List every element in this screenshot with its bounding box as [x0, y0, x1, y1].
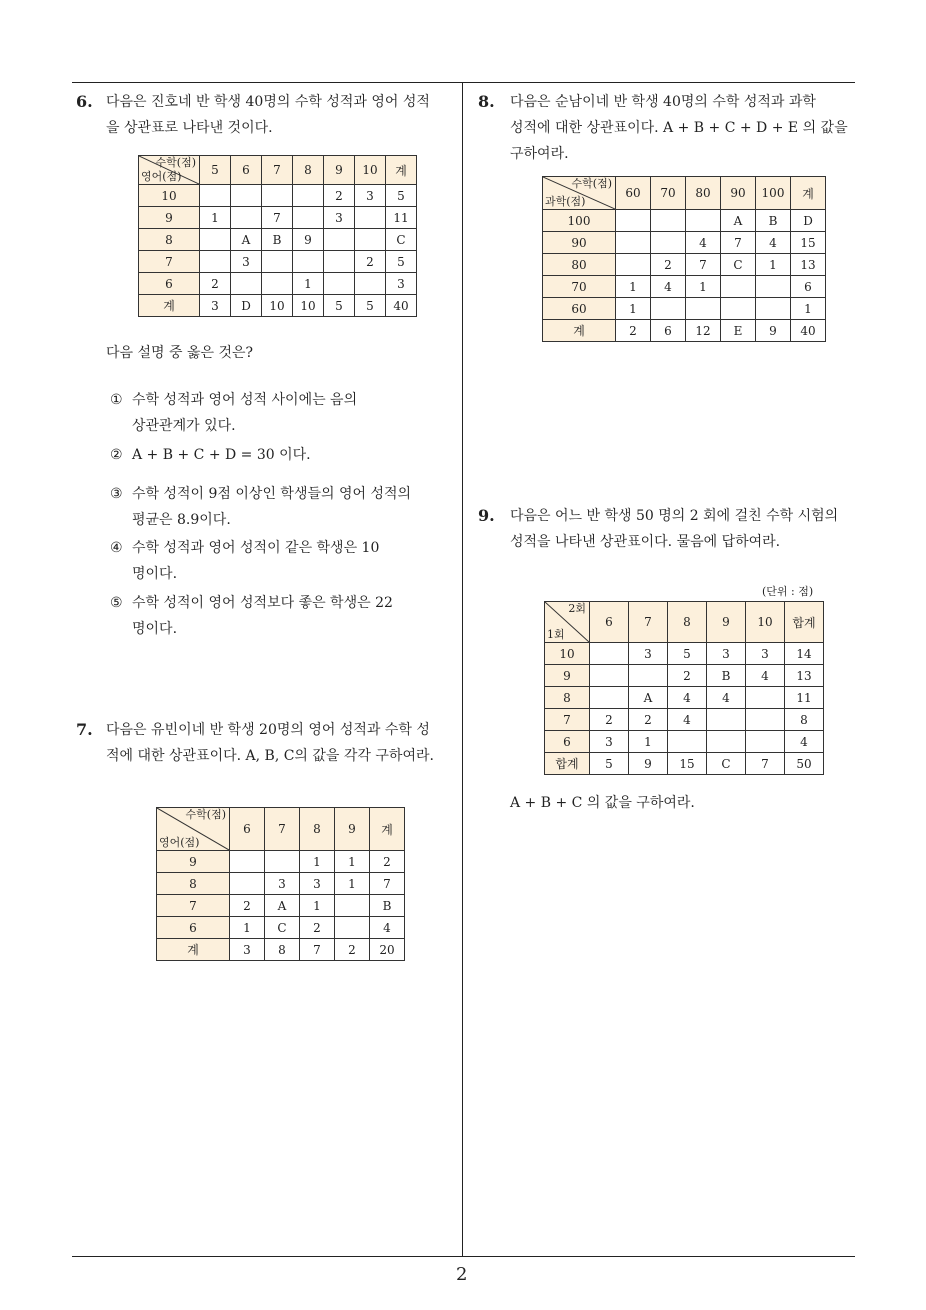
table-cell: 1: [300, 851, 335, 873]
table-cell: [265, 851, 300, 873]
table-cell: 4: [707, 687, 746, 709]
table-cell: 5: [668, 643, 707, 665]
table-cell: [262, 251, 293, 273]
table-header-row: [543, 177, 826, 210]
table-cell: [355, 207, 386, 229]
table-cell: 14: [785, 643, 824, 665]
table-cell: 3: [746, 643, 785, 665]
corner-row-label: 1회: [547, 628, 565, 641]
page-number: 2: [456, 1264, 468, 1285]
table-cell: [355, 273, 386, 295]
column-header-cell: 7: [629, 602, 668, 643]
row-header-cell: 6: [157, 917, 230, 939]
table-cell: 3: [590, 731, 629, 753]
choice-text: 수학 성적이 영어 성적보다 좋은 학생은 22: [132, 595, 393, 611]
table-header-row: [545, 602, 824, 643]
table-cell: [668, 731, 707, 753]
table-cell: [590, 643, 629, 665]
table-cell: D: [791, 210, 826, 232]
row-header-cell: 계: [543, 320, 616, 342]
table-cell: [324, 273, 355, 295]
table-cell: 4: [746, 665, 785, 687]
table-cell: 2: [651, 254, 686, 276]
table-cell: A: [629, 687, 668, 709]
row-header-cell: 60: [543, 298, 616, 320]
table-cell: [230, 851, 265, 873]
table-cell: 5: [324, 295, 355, 317]
question-9-number: 9.: [478, 506, 495, 525]
table-cell: 40: [791, 320, 826, 342]
row-header-cell: 10: [545, 643, 590, 665]
table-cell: [335, 895, 370, 917]
table-cell: 5: [386, 251, 417, 273]
table-cell: A: [265, 895, 300, 917]
corner-column-label: 수학(점): [155, 156, 196, 169]
table-cell: 7: [262, 207, 293, 229]
column-header-cell: 60: [616, 177, 651, 210]
choice-mark: ③: [110, 486, 123, 502]
choice-mark: ①: [110, 392, 123, 408]
table-cell: 3: [200, 295, 231, 317]
corner-column-label: 수학(점): [571, 177, 612, 190]
row-header-cell: 8: [139, 229, 200, 251]
table-row: [545, 709, 824, 731]
row-header-cell: 80: [543, 254, 616, 276]
table-row: [139, 273, 417, 295]
table-cell: 3: [707, 643, 746, 665]
table-cell: B: [370, 895, 405, 917]
choice-text: 수학 성적과 영어 성적 사이에는 음의: [132, 392, 358, 408]
table-row: [139, 251, 417, 273]
column-header-cell: 80: [686, 177, 721, 210]
table-cell: [721, 298, 756, 320]
table-row: [545, 643, 824, 665]
table-row: [139, 229, 417, 251]
table-row: [157, 873, 405, 895]
row-header-cell: 8: [157, 873, 230, 895]
table-cell: 2: [324, 185, 355, 207]
row-header-cell: 10: [139, 185, 200, 207]
table-row: [543, 298, 826, 320]
question-text-line: 다음은 진호네 반 학생 40명의 수학 성적과 영어 성적: [106, 94, 430, 110]
table-cell: 4: [686, 232, 721, 254]
row-header-cell: 7: [545, 709, 590, 731]
table-cell: 5: [386, 185, 417, 207]
table-cell: 2: [300, 917, 335, 939]
table-cell: 2: [616, 320, 651, 342]
table-cell: 1: [200, 207, 231, 229]
table-cell: C: [386, 229, 417, 251]
table-row: [543, 320, 826, 342]
table-row: [139, 185, 417, 207]
table-cell: [293, 251, 324, 273]
table-cell: 1: [629, 731, 668, 753]
question-9-text: [510, 503, 838, 555]
table-row: [545, 753, 824, 775]
column-header-cell: 9: [707, 602, 746, 643]
table-cell: 13: [791, 254, 826, 276]
table-cell: [686, 210, 721, 232]
table-cell: [616, 210, 651, 232]
question-text-line: 다음은 유빈이네 반 학생 20명의 영어 성적과 수학 성: [106, 722, 430, 738]
table-cell: 20: [370, 939, 405, 961]
top-rule: [72, 82, 855, 83]
table-cell: 50: [785, 753, 824, 775]
table-cell: 1: [230, 917, 265, 939]
table-cell: 2: [335, 939, 370, 961]
table-corner-cell: [543, 177, 616, 210]
table-cell: 7: [370, 873, 405, 895]
row-header-cell: 9: [157, 851, 230, 873]
column-header-cell: 7: [262, 156, 293, 185]
column-header-cell: 70: [651, 177, 686, 210]
table-corner-cell: [545, 602, 590, 643]
table-cell: [707, 731, 746, 753]
table-row: [543, 232, 826, 254]
table-corner-cell: [157, 808, 230, 851]
choice-4[interactable]: [110, 535, 379, 587]
table-cell: [721, 276, 756, 298]
column-header-cell: 6: [590, 602, 629, 643]
table-cell: 3: [230, 939, 265, 961]
table-cell: [651, 232, 686, 254]
question-text-line: 다음은 순남이네 반 학생 40명의 수학 성적과 과학: [510, 94, 816, 110]
table-cell: 2: [629, 709, 668, 731]
column-header-cell: 8: [293, 156, 324, 185]
table-cell: 1: [756, 254, 791, 276]
corner-row-label: 과학(점): [545, 195, 586, 208]
table-cell: 2: [200, 273, 231, 295]
table-cell: B: [707, 665, 746, 687]
question-6-prompt: 다음 설명 중 옳은 것은?: [106, 345, 254, 361]
table-cell: [262, 185, 293, 207]
table-cell: 6: [791, 276, 826, 298]
row-header-cell: 9: [545, 665, 590, 687]
column-header-cell: 9: [324, 156, 355, 185]
table-cell: [324, 251, 355, 273]
row-header-cell: 9: [139, 207, 200, 229]
table-row: [543, 254, 826, 276]
table-cell: 3: [386, 273, 417, 295]
choice-5[interactable]: [110, 590, 393, 642]
choice-text: A + B + C + D = 30 이다.: [132, 447, 311, 463]
choice-text: 수학 성적이 9점 이상인 학생들의 영어 성적의: [132, 486, 412, 502]
table-cell: 1: [335, 851, 370, 873]
table-cell: [616, 254, 651, 276]
table-cell: A: [721, 210, 756, 232]
choice-text: 명이다.: [132, 566, 178, 582]
table-header-row: [157, 808, 405, 851]
table-cell: [651, 210, 686, 232]
choice-mark: ④: [110, 540, 123, 556]
table-cell: 4: [785, 731, 824, 753]
table-cell: 3: [231, 251, 262, 273]
column-header-cell: 9: [335, 808, 370, 851]
table-cell: B: [262, 229, 293, 251]
table-cell: 10: [293, 295, 324, 317]
table-cell: 3: [629, 643, 668, 665]
question-7-text: [106, 717, 434, 769]
table-cell: E: [721, 320, 756, 342]
table-cell: 3: [300, 873, 335, 895]
row-header-cell: 8: [545, 687, 590, 709]
table-corner-cell: [139, 156, 200, 185]
table-cell: 12: [686, 320, 721, 342]
question-9-correlation-table: [544, 601, 824, 775]
table-cell: [200, 251, 231, 273]
row-header-cell: 90: [543, 232, 616, 254]
table-row: [139, 207, 417, 229]
table-cell: 1: [686, 276, 721, 298]
choice-text: 평균은 8.9이다.: [132, 512, 231, 528]
question-6-correlation-table: [138, 155, 417, 317]
table-cell: [746, 687, 785, 709]
question-7-number: 7.: [76, 720, 93, 739]
table-cell: 2: [355, 251, 386, 273]
table-cell: 15: [668, 753, 707, 775]
table-row: [139, 295, 417, 317]
table-cell: [756, 276, 791, 298]
question-text-line: 성적에 대한 상관표이다. A + B + C + D + E 의 값을: [510, 120, 848, 136]
table-cell: [355, 229, 386, 251]
row-header-cell: 계: [157, 939, 230, 961]
question-6-number: 6.: [76, 92, 93, 111]
table-cell: 1: [616, 298, 651, 320]
table-cell: 11: [785, 687, 824, 709]
table-cell: [616, 232, 651, 254]
table-cell: 5: [590, 753, 629, 775]
column-divider: [462, 82, 463, 1257]
row-header-cell: 7: [157, 895, 230, 917]
question-8-number: 8.: [478, 92, 495, 111]
table-cell: [335, 917, 370, 939]
column-header-cell: 7: [265, 808, 300, 851]
table-row: [545, 665, 824, 687]
table-cell: 3: [355, 185, 386, 207]
table-cell: 9: [293, 229, 324, 251]
table-cell: 13: [785, 665, 824, 687]
table-cell: 15: [791, 232, 826, 254]
column-header-cell: 8: [668, 602, 707, 643]
row-header-cell: 6: [545, 731, 590, 753]
table-cell: C: [721, 254, 756, 276]
column-header-cell: 10: [746, 602, 785, 643]
table-row: [545, 687, 824, 709]
question-text-line: 적에 대한 상관표이다. A, B, C의 값을 각각 구하여라.: [106, 748, 434, 764]
table-cell: 4: [370, 917, 405, 939]
column-header-cell: 90: [721, 177, 756, 210]
table-cell: C: [265, 917, 300, 939]
question-9-prompt: A + B + C 의 값을 구하여라.: [510, 795, 695, 811]
choice-2[interactable]: [110, 442, 311, 468]
question-6-text: [106, 89, 430, 141]
question-text-line: 성적을 나타낸 상관표이다. 물음에 답하여라.: [510, 534, 781, 550]
table-cell: [200, 229, 231, 251]
table-cell: 2: [230, 895, 265, 917]
table-row: [543, 276, 826, 298]
column-header-cell: 계: [791, 177, 826, 210]
row-header-cell: 70: [543, 276, 616, 298]
table-cell: 5: [355, 295, 386, 317]
table-cell: 7: [746, 753, 785, 775]
column-header-cell: 6: [231, 156, 262, 185]
column-header-cell: 10: [355, 156, 386, 185]
row-header-cell: 합계: [545, 753, 590, 775]
choice-text: 수학 성적과 영어 성적이 같은 학생은 10: [132, 540, 380, 556]
question-7-correlation-table: [156, 807, 405, 961]
column-header-cell: 계: [386, 156, 417, 185]
table-cell: 1: [293, 273, 324, 295]
column-header-cell: 8: [300, 808, 335, 851]
choice-1[interactable]: [110, 387, 357, 439]
table-cell: 4: [651, 276, 686, 298]
table-cell: 4: [668, 687, 707, 709]
table-cell: 2: [370, 851, 405, 873]
table-cell: 10: [262, 295, 293, 317]
table-cell: [746, 731, 785, 753]
column-header-cell: 계: [370, 808, 405, 851]
table-cell: [629, 665, 668, 687]
table-row: [543, 210, 826, 232]
table-cell: 1: [335, 873, 370, 895]
choice-mark: ⑤: [110, 595, 123, 611]
table-cell: 3: [265, 873, 300, 895]
table-cell: [293, 185, 324, 207]
table-cell: D: [231, 295, 262, 317]
table-cell: [590, 665, 629, 687]
table-cell: [651, 298, 686, 320]
row-header-cell: 계: [139, 295, 200, 317]
column-header-cell: 100: [756, 177, 791, 210]
table-cell: C: [707, 753, 746, 775]
question-text-line: 을 상관표로 나타낸 것이다.: [106, 120, 273, 136]
table-cell: [590, 687, 629, 709]
question-8-text: [510, 89, 848, 167]
table-cell: [324, 229, 355, 251]
table-cell: [231, 207, 262, 229]
table-cell: 7: [721, 232, 756, 254]
table-cell: [293, 207, 324, 229]
column-header-cell: 6: [230, 808, 265, 851]
table-cell: 7: [686, 254, 721, 276]
table-cell: [756, 298, 791, 320]
table-cell: A: [231, 229, 262, 251]
corner-column-label: 2회: [568, 602, 586, 615]
row-header-cell: 100: [543, 210, 616, 232]
bottom-rule: [72, 1256, 855, 1257]
choice-3[interactable]: [110, 481, 411, 533]
table-cell: 3: [324, 207, 355, 229]
table-cell: 8: [785, 709, 824, 731]
table-cell: [231, 273, 262, 295]
table-cell: [686, 298, 721, 320]
table-cell: [707, 709, 746, 731]
table-cell: [746, 709, 785, 731]
table-cell: 40: [386, 295, 417, 317]
table-row: [157, 895, 405, 917]
choice-text: 상관관계가 있다.: [132, 418, 236, 434]
table-row: [545, 731, 824, 753]
table-row: [157, 939, 405, 961]
table-cell: 1: [300, 895, 335, 917]
table-row: [157, 851, 405, 873]
table-row: [157, 917, 405, 939]
choice-text: 명이다.: [132, 621, 178, 637]
table-cell: 4: [756, 232, 791, 254]
question-text-line: 구하여라.: [510, 146, 569, 162]
table-cell: [200, 185, 231, 207]
table-cell: 9: [629, 753, 668, 775]
table-cell: [230, 873, 265, 895]
table-cell: 7: [300, 939, 335, 961]
question-text-line: 다음은 어느 반 학생 50 명의 2 회에 걸친 수학 시험의: [510, 508, 839, 524]
table-cell: 2: [590, 709, 629, 731]
row-header-cell: 7: [139, 251, 200, 273]
row-header-cell: 6: [139, 273, 200, 295]
table-cell: [231, 185, 262, 207]
table-cell: 8: [265, 939, 300, 961]
unit-label: (단위 : 점): [762, 585, 814, 598]
table-cell: 6: [651, 320, 686, 342]
column-header-cell: 합계: [785, 602, 824, 643]
table-cell: 11: [386, 207, 417, 229]
question-8-correlation-table: [542, 176, 826, 342]
choice-mark: ②: [110, 447, 123, 463]
corner-row-label: 영어(점): [159, 836, 200, 849]
table-cell: [262, 273, 293, 295]
table-cell: B: [756, 210, 791, 232]
table-header-row: [139, 156, 417, 185]
corner-row-label: 영어(점): [141, 170, 182, 183]
table-cell: 1: [791, 298, 826, 320]
corner-column-label: 수학(점): [185, 808, 226, 821]
table-cell: 9: [756, 320, 791, 342]
table-cell: 2: [668, 665, 707, 687]
table-cell: 1: [616, 276, 651, 298]
column-header-cell: 5: [200, 156, 231, 185]
table-cell: 4: [668, 709, 707, 731]
